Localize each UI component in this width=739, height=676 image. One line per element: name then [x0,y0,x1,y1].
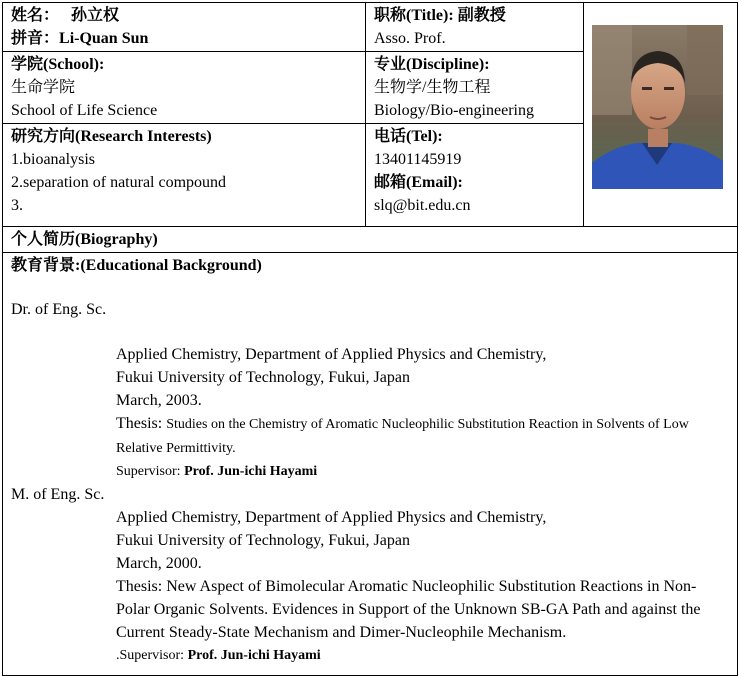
doctor-supervisor-label: Supervisor: [116,464,181,479]
discipline-label: 专业(Discipline): [374,56,490,73]
contact-cell [366,124,584,227]
research-cell [3,124,366,227]
email-value[interactable]: slq@bit.edu.cn [374,197,471,214]
pinyin-value: Li-Quan Sun [59,30,149,47]
doctor-thesis-label: Thesis: [116,415,163,432]
research-item: 3. [11,197,23,214]
school-cn: 生命学院 [11,79,76,96]
title-label: 职称(Title): [374,7,454,24]
doctor-details [11,343,729,483]
name-cell [3,3,366,52]
education-cell [3,253,738,676]
name-label: 姓名： [11,7,60,24]
email-label: 邮箱(Email): [374,174,463,191]
profile-table [2,2,738,676]
master-thesis-label: Thesis: [116,578,163,595]
master-thesis-text: New Aspect of Bimolecular Aromatic Nucleophilic Substitution Reactions in Non-Polar Organic Solvents. Evidences in Support of the Unknown SB-GA Path and against the Current Steady-State Mechanism and Dimer-Nucleophile Mechanism. [116,578,701,641]
master-degree: M. of Eng. Sc. [11,486,105,503]
doctor-department: Applied Chemistry, Department of Applied Physics and Chemistry, [116,346,547,363]
doctor-date: March, 2003. [116,392,202,409]
doctor-supervisor-name: Prof. Jun-ichi Hayami [184,464,318,479]
title-cell [366,3,584,52]
doctor-thesis [116,412,729,460]
research-item: 1.bioanalysis [11,151,95,168]
name-value: 孙立权 [71,7,120,24]
master-thesis [116,575,729,644]
portrait-photo [592,25,723,189]
doctor-university: Fukui University of Technology, Fukui, Japan [116,369,410,386]
master-details [11,506,729,667]
photo-cell [584,3,738,227]
school-label: 学院(School): [11,56,105,73]
doctor-degree: Dr. of Eng. Sc. [11,301,107,318]
master-date: March, 2000. [116,555,202,572]
research-label: 研究方向(Research Interests) [11,128,212,145]
biography-heading-cell [3,227,738,253]
title-value-en: Asso. Prof. [374,30,446,47]
tel-label: 电话(Tel): [374,128,443,145]
master-supervisor-name: Prof. Jun-ichi Hayami [187,648,321,663]
school-cell [3,52,366,124]
doctor-thesis-text: Studies on the Chemistry of Aromatic Nucleophilic Substitution Reaction in Solvents of Low Relative Permittivity. [116,417,689,456]
discipline-en: Biology/Bio-engineering [374,102,534,119]
title-value-cn: 副教授 [457,7,506,24]
pinyin-label: 拼音： [11,30,60,47]
education-heading: 教育背景:(Educational Background) [11,257,262,274]
biography-heading: 个人简历(Biography) [11,231,158,248]
research-item: 2.separation of natural compound [11,174,227,191]
master-university: Fukui University of Technology, Fukui, Japan [116,532,410,549]
master-department: Applied Chemistry, Department of Applied Physics and Chemistry, [116,509,547,526]
discipline-cell [366,52,584,124]
school-en: School of Life Science [11,102,158,119]
discipline-cn: 生物学/生物工程 [374,79,491,96]
tel-value: 13401145919 [374,151,462,168]
master-supervisor-label: .Supervisor: [116,648,185,663]
